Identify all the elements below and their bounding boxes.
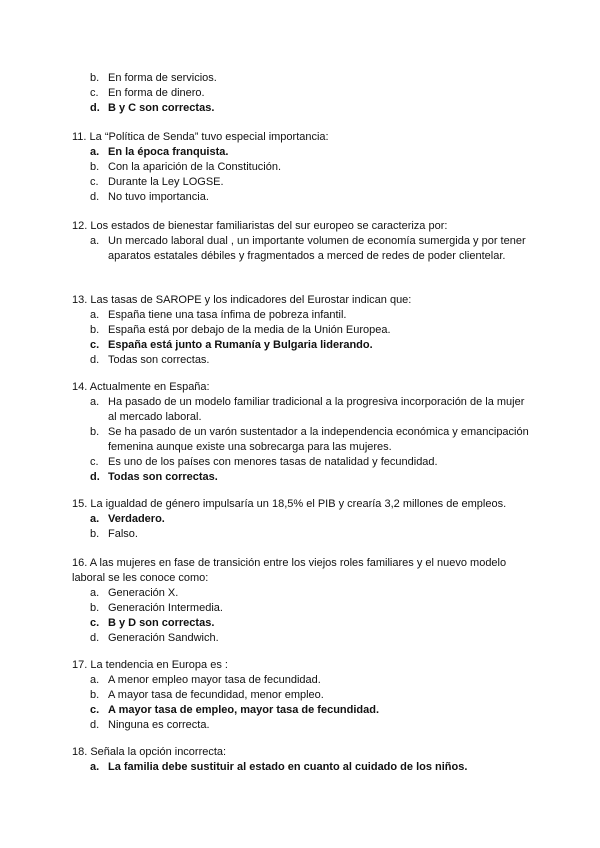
option-b [72,601,532,616]
option-letter: c. [90,456,99,468]
option-letter: c. [90,339,100,351]
option-d-correct [72,470,532,485]
question-block-17 [72,658,532,733]
option-text: Generación Intermedia. [108,602,223,614]
question-block-18 [72,745,532,775]
option-c [72,86,532,101]
option-b [72,71,532,86]
option-text: En la época franquista. [108,146,229,158]
option-text: España tiene una tasa ínfima de pobreza infantil. [108,309,347,321]
option-b [72,425,532,455]
option-text: En forma de servicios. [108,72,217,84]
option-text: Generación X. [108,587,179,599]
option-a-correct [72,512,532,527]
option-letter: a. [90,146,100,158]
option-c-correct [72,616,532,631]
option-letter: a. [90,587,100,599]
option-letter: a. [90,309,100,321]
option-text: España está junto a Rumanía y Bulgaria liderando. [108,339,373,351]
option-text: En forma de dinero. [108,87,205,99]
question-text: 11. La “Política de Senda” tuvo especial importancia: [72,131,329,143]
option-a [72,308,532,323]
option-a-correct [72,145,532,160]
question-block-16 [72,556,532,646]
option-letter: a. [90,235,100,247]
option-letter: b. [90,324,100,336]
option-b [72,527,532,542]
option-a [72,395,532,425]
option-letter: d. [90,719,100,731]
option-text: Todas son correctas. [108,354,210,366]
option-text: Ha pasado de un modelo familiar tradicional a la progresiva incorporación de la mujer al mercado laboral. [108,396,525,423]
option-c [72,455,532,470]
option-c-correct [72,338,532,353]
option-letter: c. [90,87,99,99]
option-c [72,175,532,190]
option-letter: d. [90,102,100,114]
option-text: La familia debe sustituir al estado en cuanto al cuidado de los niños. [108,761,468,773]
option-d-correct [72,101,532,116]
option-letter: a. [90,674,100,686]
question-text: 12. Los estados de bienestar familiaristas del sur europeo se caracteriza por: [72,220,448,232]
option-text: B y C son correctas. [108,102,215,114]
option-letter: a. [90,513,100,525]
option-a [72,586,532,601]
option-letter: d. [90,191,100,203]
option-a-correct [72,760,532,775]
option-text: A mayor tasa de empleo, mayor tasa de fecundidad. [108,704,380,716]
option-letter: a. [90,761,100,773]
question-text: 14. Actualmente en España: [72,381,210,393]
question-block-15 [72,497,532,542]
question-block-14 [72,380,532,485]
option-d [72,190,532,205]
option-text: Ninguna es correcta. [108,719,210,731]
option-text: A menor empleo mayor tasa de fecundidad. [108,674,321,686]
option-letter: d. [90,471,100,483]
question-text: 15. La igualdad de género impulsaría un 18,5% el PIB y crearía 3,2 millones de empleos. [72,498,507,510]
option-letter: b. [90,602,100,614]
option-letter: b. [90,689,100,701]
option-text: Todas son correctas. [108,471,218,483]
option-letter: c. [90,176,99,188]
option-text: Se ha pasado de un varón sustentador a la independencia económica y emancipación femenina aunque existe una sobrecarga para las mujeres. [108,426,529,453]
option-b [72,160,532,175]
option-letter: d. [90,354,100,366]
option-text: B y D son correctas. [108,617,215,629]
question-text: 17. La tendencia en Europa es : [72,659,228,671]
option-letter: a. [90,396,100,408]
option-text: Verdadero. [108,513,165,525]
question-block-10 [72,71,532,116]
option-b [72,323,532,338]
question-text: 13. Las tasas de SAROPE y los indicadores del Eurostar indican que: [72,294,412,306]
option-c-correct [72,703,532,718]
option-text: A mayor tasa de fecundidad, menor empleo. [108,689,324,701]
option-text: Durante la Ley LOGSE. [108,176,224,188]
option-text: No tuvo importancia. [108,191,209,203]
option-a [72,234,532,264]
option-letter: b. [90,72,100,84]
option-text: Generación Sandwich. [108,632,219,644]
option-text: Un mercado laboral dual , un importante volumen de economía sumergida y por tener aparatos estatales débiles y fragmentados a merced de redes de poder clientelar. [108,235,526,262]
option-letter: b. [90,161,100,173]
option-text: Con la aparición de la Constitución. [108,161,282,173]
option-letter: c. [90,617,100,629]
question-block-13 [72,293,532,368]
question-text: 16. A las mujeres en fase de transición entre los viejos roles familiares y el nuevo modelo laboral se les conoce como: [72,557,507,584]
option-text: España está por debajo de la media de la Unión Europea. [108,324,391,336]
option-letter: d. [90,632,100,644]
option-d [72,718,532,733]
option-letter: b. [90,426,100,438]
option-letter: c. [90,704,100,716]
option-d [72,353,532,368]
option-text: Es uno de los países con menores tasas de natalidad y fecundidad. [108,456,438,468]
option-text: Falso. [108,528,138,540]
question-block-12 [72,219,532,264]
option-letter: b. [90,528,100,540]
option-d [72,631,532,646]
question-block-11 [72,130,532,205]
option-b [72,688,532,703]
option-a [72,673,532,688]
question-text: 18. Señala la opción incorrecta: [72,746,227,758]
